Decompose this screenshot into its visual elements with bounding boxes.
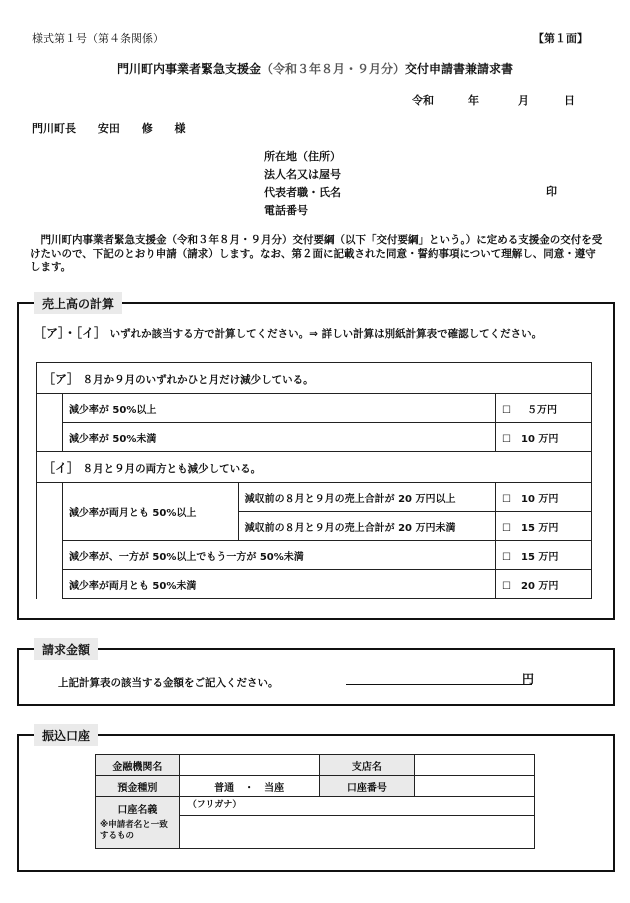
option-i-both-under50[interactable] — [496, 570, 592, 599]
checkbox-icon[interactable]: ☐ — [502, 551, 511, 563]
condition-cell: 減収前の８月と９月の売上合計が 20 万円以上 — [238, 483, 495, 512]
option-i-both50-20man-over[interactable] — [496, 483, 592, 512]
bank-name-input[interactable] — [179, 755, 319, 776]
group-i-header — [37, 452, 592, 483]
checkbox-icon[interactable]: ☐ — [502, 580, 511, 592]
addressee-honorific: 様 — [174, 122, 186, 135]
table-row — [37, 541, 592, 570]
calculation-note — [34, 324, 594, 341]
branch-name-label: 支店名 — [319, 755, 415, 776]
yen-unit: 円 — [522, 672, 535, 686]
account-holder-label: 口座名義 — [117, 805, 158, 816]
title-main: 門川町内事業者緊急支援金 — [116, 62, 261, 76]
condition-cell: 減少率が両月とも 50%未満 — [62, 570, 495, 599]
group-a-text: ８月か９月のいずれかひと月だけ減少している。 — [82, 373, 314, 386]
condition-cell: 減少率が 50%以上 — [62, 394, 495, 423]
amount-label: 15 万円 — [521, 551, 559, 563]
bank-account-label: 振込口座 — [34, 724, 98, 746]
claim-amount-input[interactable] — [346, 684, 532, 685]
amount-label: 10 万円 — [521, 493, 559, 505]
amount-label: 15 万円 — [521, 522, 559, 534]
date-day: 日 — [564, 94, 575, 107]
group-i-text: ８月と９月の両方とも減少している。 — [82, 462, 262, 475]
checkbox-icon[interactable]: ☐ — [502, 522, 511, 534]
date-era: 令和 — [412, 94, 434, 107]
applicant-representative-label: 代表者職・氏名 — [264, 186, 341, 199]
deposit-type-label: 預金種別 — [96, 776, 180, 797]
document-title — [0, 60, 630, 77]
condition-cell: 減収前の８月と９月の売上合計が 20 万円未満 — [238, 512, 495, 541]
table-row — [37, 570, 592, 599]
sales-calculation-label: 売上高の計算 — [34, 292, 122, 314]
group-a-label: ［ア］ — [43, 371, 80, 386]
date-line — [412, 92, 592, 106]
date-year: 年 — [468, 94, 479, 107]
checkbox-icon[interactable]: ☐ — [502, 433, 511, 445]
account-holder-input[interactable] — [179, 816, 534, 849]
branch-name-input[interactable] — [415, 755, 535, 776]
table-row — [37, 423, 592, 452]
applicant-phone-label: 電話番号 — [264, 204, 308, 217]
calculation-note-text: いずれか該当する方で計算してください。⇒ 詳しい計算は別紙計算表で確認してください。 — [109, 328, 543, 340]
account-number-label: 口座番号 — [319, 776, 415, 797]
applicant-address-label: 所在地（住所） — [264, 150, 341, 163]
option-a-50-over[interactable] — [496, 394, 592, 423]
amount-label: ５万円 — [527, 404, 557, 416]
addressee-given: 修 — [141, 122, 153, 135]
seal-mark: 印 — [546, 185, 557, 198]
applicant-name-label: 法人名又は屋号 — [264, 168, 341, 181]
bank-name-label: 金融機関名 — [96, 755, 180, 776]
indent-cell — [37, 483, 63, 599]
group-a-header — [37, 363, 592, 394]
furigana-input[interactable]: （フリガナ） — [179, 797, 534, 816]
form-number: 様式第１号（第４条関係） — [32, 32, 164, 45]
checkbox-icon[interactable]: ☐ — [502, 493, 511, 505]
table-row — [37, 394, 592, 423]
claim-amount-label: 請求金額 — [34, 638, 98, 660]
group-i-label: ［イ］ — [43, 460, 80, 475]
account-holder-label-cell — [96, 797, 180, 849]
account-number-input[interactable] — [415, 776, 535, 797]
sales-table — [36, 362, 592, 599]
deposit-type-options[interactable]: 普通 ・ 当座 — [179, 776, 319, 797]
condition-cell: 減少率が 50%未満 — [62, 423, 495, 452]
calculation-note-brackets: ［ア］・［イ］ — [34, 326, 107, 340]
account-holder-note: ※申請者名と一致するもの — [100, 820, 168, 841]
option-a-50-under[interactable] — [496, 423, 592, 452]
condition-cell: 減少率が、一方が 50%以上でもう一方が 50%未満 — [62, 541, 495, 570]
addressee — [32, 120, 204, 136]
option-i-mixed[interactable] — [496, 541, 592, 570]
date-month: 月 — [518, 94, 529, 107]
addressee-office: 門川町長 — [32, 122, 76, 135]
indent-cell — [37, 394, 63, 452]
intro-paragraph: 門川町内事業者緊急支援金（令和３年８月・９月分）交付要綱（以下「交付要綱」という。）に定める支援金の交付を受けたいので、下記のとおり申請（請求）します。なお、第２面に記載された同意・誓約事項について理解し、同意・遵守します。 — [30, 234, 603, 273]
condition-cell: 減少率が両月とも 50%以上 — [62, 483, 238, 541]
option-i-both50-20man-under[interactable] — [496, 512, 592, 541]
checkbox-icon[interactable]: ☐ — [502, 404, 511, 416]
applicant-fields — [264, 148, 341, 220]
table-row — [37, 483, 592, 512]
bank-table — [95, 754, 535, 849]
title-tail: 交付申請書兼請求書 — [405, 62, 514, 76]
page-indicator: 【第１面】 — [533, 32, 588, 45]
amount-label: 20 万円 — [521, 580, 559, 592]
amount-label: 10 万円 — [521, 433, 559, 445]
addressee-surname: 安田 — [97, 122, 120, 135]
title-period: （令和３年８月・９月分） — [260, 62, 405, 76]
claim-instruction: 上記計算表の該当する金額をご記入ください。 — [58, 677, 279, 689]
